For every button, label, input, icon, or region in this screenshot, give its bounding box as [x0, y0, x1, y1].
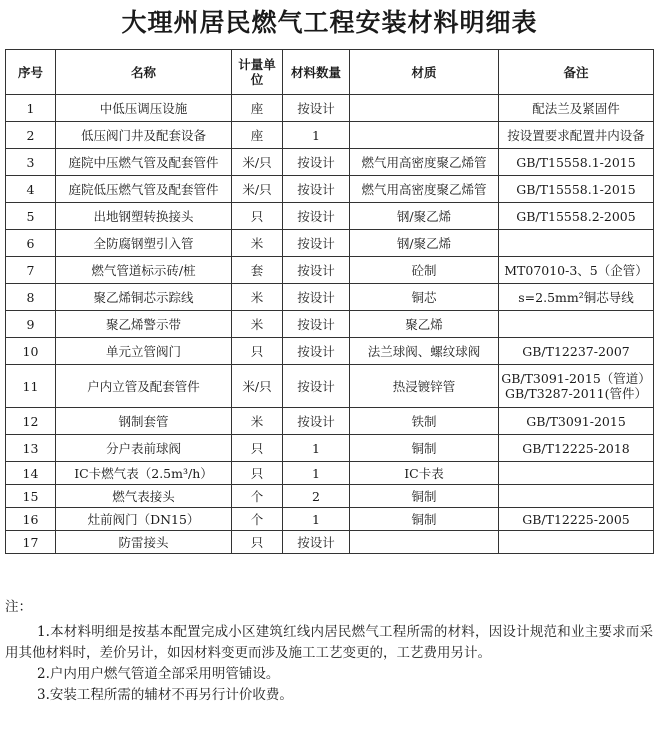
cell-material: 聚乙烯	[350, 311, 499, 338]
cell-name: 聚乙烯警示带	[56, 311, 232, 338]
cell-name: 钢制套管	[56, 408, 232, 435]
cell-seq: 12	[6, 408, 56, 435]
cell-seq: 7	[6, 257, 56, 284]
cell-name: 庭院中压燃气管及配套管件	[56, 149, 232, 176]
cell-name: 燃气管道标示砖/桩	[56, 257, 232, 284]
cell-seq: 15	[6, 485, 56, 508]
header-material: 材质	[350, 50, 499, 95]
cell-remark: s=2.5mm²铜芯导线	[499, 284, 654, 311]
note-item: 2.户内用户燃气管道全部采用明管铺设。	[37, 666, 280, 682]
cell-remark: GB/T15558.1-2015	[499, 149, 654, 176]
table-row	[6, 176, 654, 203]
cell-material: 砼制	[350, 257, 499, 284]
cell-remark	[499, 311, 654, 338]
cell-unit: 米	[232, 284, 283, 311]
cell-seq: 17	[6, 531, 56, 554]
cell-remark: MT07010-3、5（企管）	[499, 257, 654, 284]
table-row	[6, 311, 654, 338]
cell-remark: GB/T15558.1-2015	[499, 176, 654, 203]
header-qty: 材料数量	[283, 50, 350, 95]
cell-qty: 按设计	[283, 284, 350, 311]
notes-list	[5, 622, 653, 706]
cell-remark: GB/T3091-2015	[499, 408, 654, 435]
cell-qty: 1	[283, 122, 350, 149]
table-row	[6, 531, 654, 554]
cell-seq: 3	[6, 149, 56, 176]
cell-remark: GB/T15558.2-2005	[499, 203, 654, 230]
cell-material: 燃气用高密度聚乙烯管	[350, 149, 499, 176]
cell-material: 法兰球阀、螺纹球阀	[350, 338, 499, 365]
cell-seq: 2	[6, 122, 56, 149]
cell-seq: 11	[6, 365, 56, 408]
table-row	[6, 435, 654, 462]
note-item: 1.本材料明细是按基本配置完成小区建筑红线内居民燃气工程所需的材料，因设计规范和业主要求而采用其他材料时，差价另计，如因材料变更而涉及施工工艺变更的，工艺费用另计。	[5, 624, 653, 661]
cell-qty: 按设计	[283, 149, 350, 176]
cell-material: 铜芯	[350, 284, 499, 311]
cell-name: 出地钢塑转换接头	[56, 203, 232, 230]
cell-seq: 13	[6, 435, 56, 462]
cell-qty: 按设计	[283, 408, 350, 435]
table-row	[6, 149, 654, 176]
cell-name: 户内立管及配套管件	[56, 365, 232, 408]
cell-remark	[499, 230, 654, 257]
cell-qty: 按设计	[283, 95, 350, 122]
cell-material: 热浸镀锌管	[350, 365, 499, 408]
cell-material: 钢/聚乙烯	[350, 203, 499, 230]
cell-name: 低压阀门井及配套设备	[56, 122, 232, 149]
table-row	[6, 284, 654, 311]
cell-unit: 米/只	[232, 149, 283, 176]
cell-seq: 1	[6, 95, 56, 122]
cell-seq: 9	[6, 311, 56, 338]
cell-remark	[499, 365, 654, 408]
remark-line: GB/T3091-2015（管道）	[501, 371, 651, 386]
cell-unit: 只	[232, 435, 283, 462]
cell-qty: 按设计	[283, 365, 350, 408]
header-unit: 计量单位	[232, 50, 283, 95]
cell-material	[350, 531, 499, 554]
cell-name: 防雷接头	[56, 531, 232, 554]
header-remark: 备注	[499, 50, 654, 95]
cell-material: IC卡表	[350, 462, 499, 485]
table-row	[6, 257, 654, 284]
cell-qty: 按设计	[283, 531, 350, 554]
cell-qty: 按设计	[283, 230, 350, 257]
cell-name: 单元立管阀门	[56, 338, 232, 365]
cell-name: 全防腐钢塑引入管	[56, 230, 232, 257]
cell-qty: 1	[283, 462, 350, 485]
cell-material: 钢/聚乙烯	[350, 230, 499, 257]
table-row	[6, 365, 654, 408]
cell-material: 铁制	[350, 408, 499, 435]
cell-remark: 按设置要求配置井内设备	[499, 122, 654, 149]
materials-table	[5, 49, 654, 554]
cell-remark: 配法兰及紧固件	[499, 95, 654, 122]
cell-unit: 座	[232, 122, 283, 149]
cell-seq: 8	[6, 284, 56, 311]
cell-qty: 按设计	[283, 311, 350, 338]
cell-seq: 16	[6, 508, 56, 531]
cell-qty: 按设计	[283, 338, 350, 365]
notes-section	[5, 597, 653, 706]
cell-name: 庭院低压燃气管及配套管件	[56, 176, 232, 203]
remark-line: GB/T3287-2011(管件）	[505, 386, 647, 401]
table-row	[6, 508, 654, 531]
cell-qty: 1	[283, 508, 350, 531]
header-seq: 序号	[6, 50, 56, 95]
table-body	[6, 95, 654, 554]
header-name: 名称	[56, 50, 232, 95]
cell-qty: 按设计	[283, 176, 350, 203]
cell-unit: 米	[232, 230, 283, 257]
cell-seq: 14	[6, 462, 56, 485]
cell-unit: 只	[232, 338, 283, 365]
cell-name: 分户表前球阀	[56, 435, 232, 462]
document-title: 大理州居民燃气工程安装材料明细表	[121, 8, 538, 37]
notes-heading: 注：	[5, 599, 32, 615]
cell-material: 铜制	[350, 485, 499, 508]
cell-name: IC卡燃气表（2.5m³/h）	[56, 462, 232, 485]
cell-remark: GB/T12225-2018	[499, 435, 654, 462]
cell-seq: 10	[6, 338, 56, 365]
cell-material: 铜制	[350, 508, 499, 531]
table-row	[6, 408, 654, 435]
cell-name: 燃气表接头	[56, 485, 232, 508]
cell-material: 燃气用高密度聚乙烯管	[350, 176, 499, 203]
cell-qty: 2	[283, 485, 350, 508]
cell-material: 铜制	[350, 435, 499, 462]
cell-name: 灶前阀门（DN15）	[56, 508, 232, 531]
cell-unit: 个	[232, 508, 283, 531]
table-header-row	[6, 50, 654, 95]
cell-unit: 座	[232, 95, 283, 122]
cell-unit: 只	[232, 203, 283, 230]
cell-unit: 米	[232, 311, 283, 338]
cell-remark: GB/T12237-2007	[499, 338, 654, 365]
table-row	[6, 122, 654, 149]
cell-name: 中低压调压设施	[56, 95, 232, 122]
cell-remark	[499, 462, 654, 485]
cell-unit: 米/只	[232, 365, 283, 408]
cell-qty: 1	[283, 435, 350, 462]
cell-unit: 个	[232, 485, 283, 508]
cell-unit: 米	[232, 408, 283, 435]
cell-remark: GB/T12225-2005	[499, 508, 654, 531]
cell-remark	[499, 485, 654, 508]
table-row	[6, 230, 654, 257]
table-row	[6, 338, 654, 365]
cell-unit: 米/只	[232, 176, 283, 203]
table-row	[6, 485, 654, 508]
cell-unit: 只	[232, 531, 283, 554]
cell-name: 聚乙烯铜芯示踪线	[56, 284, 232, 311]
note-item: 3.安装工程所需的辅材不再另行计价收费。	[37, 687, 293, 703]
table-row	[6, 462, 654, 485]
table-row	[6, 95, 654, 122]
cell-seq: 4	[6, 176, 56, 203]
cell-qty: 按设计	[283, 257, 350, 284]
cell-seq: 6	[6, 230, 56, 257]
cell-unit: 套	[232, 257, 283, 284]
cell-qty: 按设计	[283, 203, 350, 230]
table-row	[6, 203, 654, 230]
cell-remark	[499, 531, 654, 554]
cell-material	[350, 122, 499, 149]
cell-seq: 5	[6, 203, 56, 230]
cell-material	[350, 95, 499, 122]
cell-unit: 只	[232, 462, 283, 485]
